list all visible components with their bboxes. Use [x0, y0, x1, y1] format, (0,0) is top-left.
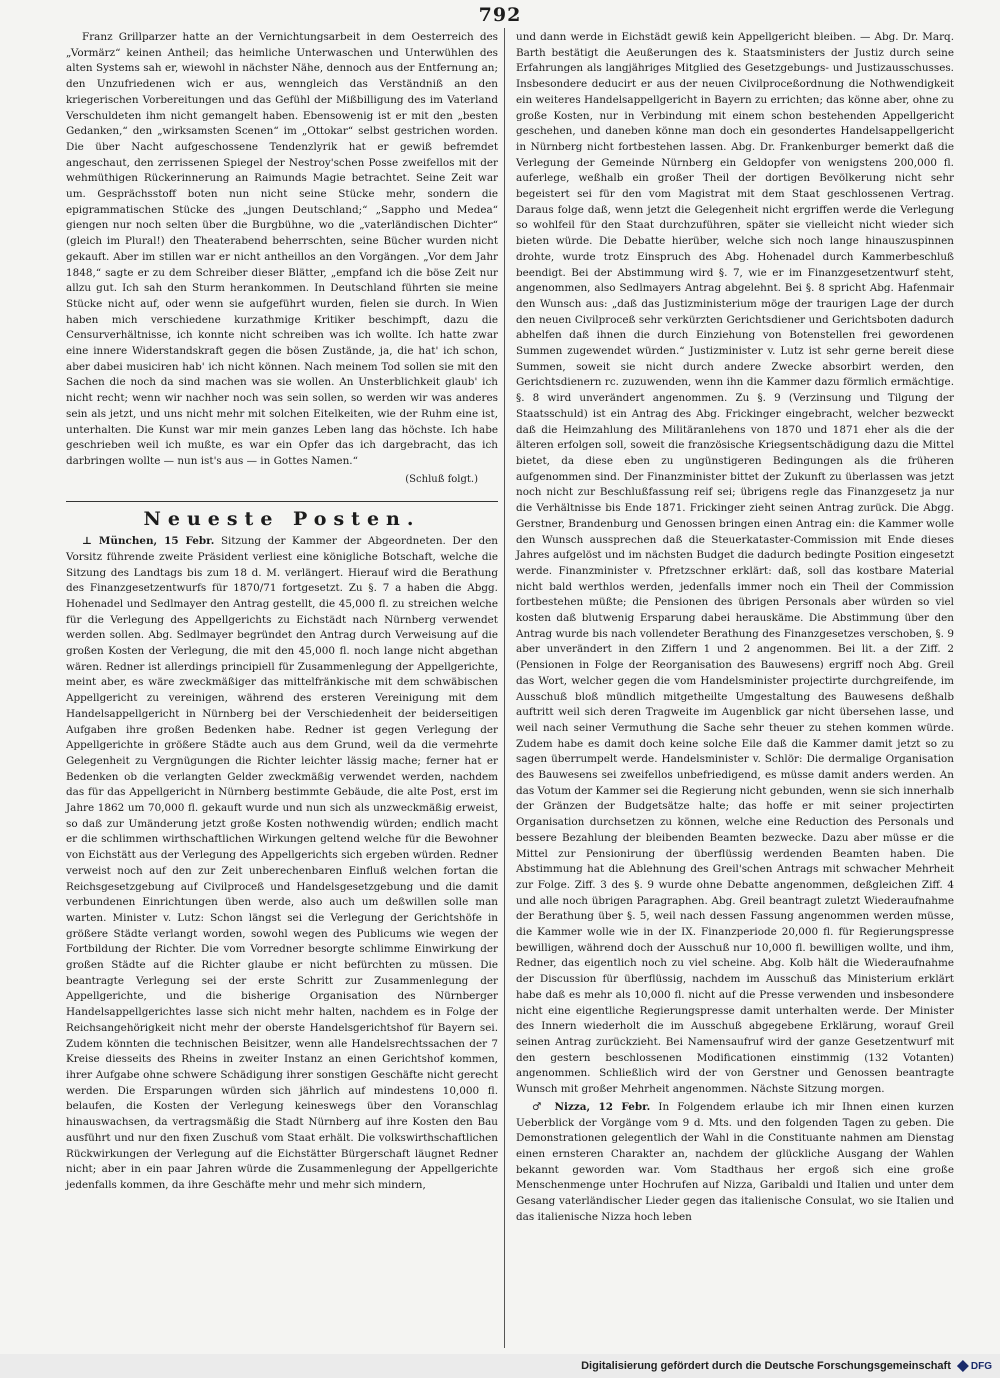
dateline: ⊥ München, 15 Febr. [82, 535, 215, 548]
page-number: 792 [478, 4, 522, 26]
continuation-note: (Schluß folgt.) [405, 473, 478, 485]
news-continuation: und dann werde in Eichstädt gewiß kein Appellgericht bleiben. — Abg. Dr. Marq. Barth bestätigt die Aeußerungen des k. Staatsministers der Justiz durch seine Erfahrungen als langjähriges Mitglied des Gesetzgebungs- und Justizausschusses. Insbesondere deducirt er aus der neuen Civilproceßordnung die Nothwendigkeit ein weiteres Handelsappellgericht in Bayern zu errichten; das könne aber, ohne zu große Kosten, nur in Verbindung mit einem schon bestehenden Appellgericht geschehen, und daneben könne man doch ein gesondertes Handelsappellgericht in Nürnberg nicht fortbestehen lassen. Abg. Dr. Frankenburger bemerkt daß die Verlegung der Gemeinde Nürnberg ein Geldopfer von wenigstens 200,000 fl. auferlege, weßhalb ein großer Theil der dortigen Bevölkerung nicht sehr begeistert sei für den vom Magistrat mit dem Staat geschlossenen Vertrag. Daraus folge daß, wenn jetzt die Gelegenheit nicht ergriffen werde die Verlegung so wohlfeil für den Staat durchzuführen, später sie vielleicht nicht wieder sich bieten würde. Die Debatte hierüber, welche sich noch lange hinauszuspinnen drohte, wurde trotz Einspruch des Abg. Hohenadel durch Kammerbeschluß beendigt. Bei der Abstimmung wird §. 7, wie er im Finanzgesetzentwurf steht, angenommen, also Sedlmayers Antrag abgelehnt. Bei §. 8 spricht Abg. Hafenmair den Wunsch aus: „daß das Justizministerium möge der traurigen Lage der durch den neuen Civilproceß sehr verkürzten Gerichtsdiener und Gerichtsboten dadurch abhelfen daß ihnen die durch Einziehung von Botenstellen frei gewordenen Summen zugewendet würden.“ Justizminister v. Lutz ist sehr gerne bereit diese Summen, soweit sie nicht durch andere Zwecke absorbirt werden, den Gerichtsdienern rc. zuzuwenden, wenn ihn die Kammer dazu förmlich ermächtige. §. 8 wird unverändert angenommen. Zu §. 9 (Verzinsung und Tilgung der Staatsschuld) ist ein Antrag des Abg. Frickinger eingebracht, welcher bezweckt daß die Heimzahlung des Militäranlehens von 1870 und 1871 eher als die der älteren erfolgen soll, soweit die französische Kriegsentschädigung dazu die Mittel bietet, da diese eben zu ungünstigeren Bedingungen als die früheren aufgenommen sind. Der Finanzminister bittet der Zukunft zu überlassen was jetzt noch nicht zur Beschlußfassung reif sei; übrigens regle das Finanzgesetz ja nur die Verhältnisse bis Ende 1871. Frickinger zieht seinen Antrag zurück. Die Abgg. Gerstner, Brandenburg und Genossen bringen einen Antrag ein: die Kammer wolle den Wunsch aussprechen daß die Steuerkataster-Commission mit Ende dieses Jahres aufgelöst und im nächsten Budget die dadurch bedingte Position eingesetzt werde. Finanzminister v. Pfretzschner erklärt: daß, soll das kostbare Material nicht bald werthlos werden, jedenfalls immer noch ein Theil der Commission fortbestehen müßte; die Pensionen des übrigen Personals aber würden so viel kosten daß blutwenig Ersparung dabei herauskäme. Die Abstimmung über den Antrag wurde bis nach vollendeter Berathung des Finanzgesetzes verschoben, §. 9 aber unverändert in den Ziffern 1 und 2 angenommen. Bei lit. a der Ziff. 2 (Pensionen in Folge der Reorganisation des Bauwesens) ergriff noch Abg. Greil das Wort, welcher gegen die vom Handelsminister projectirte durchgreifende, im Ausschuß bloß mündlich mitgetheilte Umgestaltung des Bauwesens deßhalb auftritt weil sich deren Tragweite im Augenblick gar nicht übersehen lasse, und weil nach seiner Vermuthung die Sache sehr theuer zu stehen kommen würde. Zudem habe es damit doch keine solche Eile daß die Kammer damit jetzt so zu sagen überrumpelt werde. Handelsminister v. Schlör: Die dermalige Organisation des Bauwesens sei zweifellos unbefriedigend, es müsse damit anders werden. An das Votum der Kammer sei die Regierung nicht gebunden, wenn sie sich innerhalb der Gränzen der Budgetsätze halte; das hoffe er mit seiner projectirten Organisation durchsetzen zu können, welche eine Reduction des Personals und bessere Bezahlung der bleibenden Beamten bezwecke. Dazu aber müsse er die Mittel zur Pensionirung der überflüssig werdenden Beamten haben. Die Abstimmung hat die Ablehnung des Greil'schen Antrags mit schwacher Mehrheit zur Folge. Ziff. 3 des §. 9 wurde ohne Debatte angenommen, deßgleichen Ziff. 4 und alle noch übrigen Paragraphen. Abg. Greil beantragt zuletzt Wiederaufnahme der Berathung über §. 5, weil nach dessen Fassung angenommen werden müsse, die Kammer wolle wie in der IX. Finanzperiode 20,000 fl. für Regierungspresse bewilligen, während doch der Ausschuß nur 10,000 fl. bewilligen wollte, und ihm, Redner, das eigentlich noch zu viel scheine. Abg. Kolb hält die Wiederaufnahme der Discussion für überflüssig, nachdem im Ausschuß das Ministerium erklärt habe daß es mehr als 10,000 fl. nicht auf die Presse verwenden und insbesondere nicht eine eigentliche Regierungspresse damit unterhalten werde. Der Minister des Innern wiederholt die im Ausschuß abgegebene Erklärung, worauf Greil seinen Antrag zurückzieht. Bei Namensaufruf wird der ganze Gesetzentwurf mit den gestern beschlossenen Modificationen einstimmig (132 Votanten) angenommen. Schließlich wird der von Gerstner und Genossen beantragte Wunsch mit großer Mehrheit angenommen. Nächste Sitzung morgen. [516, 31, 954, 1096]
section-title: Neueste Posten. [143, 508, 421, 531]
news-paragraph-nizza [516, 1100, 954, 1226]
news-paragraph [66, 534, 498, 1194]
dfg-logo [957, 1360, 992, 1372]
dfg-diamond-icon [957, 1360, 969, 1372]
footer-credit: Digitalisierung gefördert durch die Deutsche Forschungsgemeinschaft [581, 1360, 951, 1372]
right-column [516, 30, 954, 1225]
footer [581, 1358, 992, 1374]
feuilleton-paragraph: Franz Grillparzer hatte an der Vernichtungsarbeit in dem Oesterreich des „Vormärz“ keinen Antheil; das heimliche Unterwaschen und Unterwühlen des alten Systems sah er, wiewohl in nächster Nähe, dennoch aus der Entfernung an; den Unzufriedenen wich er aus, wenngleich das Verständniß an den kriegerischen Vorbereitungen und das Gefühl der Mißbilligung des im Vaterland Verschuldeten ihm nicht gemangelt haben. Ebensowenig ist er mit den „besten Gedanken,“ den „wirksamsten Scenen“ im „Ottokar“ selbst gestrichen worden. Die über Nacht aufgeschossene Tendenzlyrik hat er gewiß befremdet angeschaut, den zerrissenen Spiegel der Nestroy'schen Posse zweifellos mit der wehmüthigen Rückerinnerung an Raimunds Magie betrachtet. Seine Zeit war um. Gesprächsstoff boten nun nicht seine Stücke mehr, sondern die epigrammatischen Stücke des „jungen Deutschland;“ „Sappho und Medea“ giengen nur noch selten über die Burgbühne, wo die „vaterländischen Dichter“ (gleich im Plural!) den Theaterabend beherrschten, seine Bücher wurden nicht gekauft. Aber im stillen war er nicht antheillos an den Vorgängen. „Vor dem Jahr 1848,“ sagte er zu dem Schreiber dieser Blätter, „empfand ich die böse Zeit nur allzu gut. Ich sah den Sturm herankommen. In Deutschland führten sie meine Stücke nicht auf, oder wenn sie aufgeführt wurden, fielen sie durch. In Wien haben mich verschiedene kurzathmige Kritiker beschimpft, dazu die Censurverhältnisse, ich konnte nicht schreiben was ich wollte. Ich hatte zwar eine innere Widerstandskraft gegen die bösen Zustände, ja, die hat' ich schon, aber dabei musiciren hab' ich nicht können. Nach meinem Tod sollen sie mit den Sachen die noch da sind machen was sie wollen. An Unsterblichkeit glaub' ich nicht recht; wenn wir nachher noch was sein sollen, so werden wir was anderes sein als jetzt, und uns nicht mehr mit solchen Eitelkeiten, wie der Ruhm eine ist, unterhalten. Die Kunst war mir mein ganzes Leben lang das höchste. Ich habe geschrieben weil ich mußte, es war ein Opfer das ich dargebracht, das ich darbringen wollte — nun ist's aus — in Gottes Namen.“ [66, 31, 498, 467]
nizza-text: In Folgendem erlaube ich mir Ihnen einen kurzen Ueberblick der Vorgänge vom 9 d. Mts. und den folgenden Tagen zu geben. Die Demonstrationen gelegentlich der Wahl in die Constituante nahmen am Dienstag einen ernsteren Charakter an, nachdem der glückliche Ausgang der Wahlen bekannt geworden war. Vom Stadthaus her ergoß sich eine große Menschenmenge unter Hochrufen auf Nizza, Garibaldi und Italien und unter dem Gesang vaterländischer Lieder gegen das italienische Consulat, wo sie Italien und das italienische Nizza hoch leben [516, 1100, 954, 1223]
section-divider [66, 501, 498, 502]
news-text: Sitzung der Kammer der Abgeordneten. Der den Vorsitz führende zweite Präsident verliest eine königliche Botschaft, welche die Sitzung des Landtags bis zum 18 d. M. verlängert. Hierauf wird die Berathung des Finanzgesetzentwurfs für 1870/71 fortgesetzt. Zu §. 7 a haben die Abgg. Hohenadel und Sedlmayer den Antrag gestellt, die 45,000 fl. zu streichen welche für die Verlegung des Appellgerichts zu Eichstädt nach Nürnberg verwendet werden sollen. Abg. Sedlmayer begründet den Antrag durch Verweisung auf die großen Kosten der Verlegung, die mit den 45,000 fl. noch lange nicht abgethan wären. Redner ist allerdings principiell für Zusammenlegung der Appellgerichte, meint aber, es wäre zweckmäßiger das mittelfränkische mit dem schwäbischen Appellgericht zu vereinigen, während des ersteren Vereinigung mit dem Handelsappellgericht in Nürnberg bei der Verschiedenheit der beiderseitigen Aufgaben ihre großen Bedenken habe. Redner ist gegen Verlegung der Appellgerichte in größere Städte auch aus dem Grund, weil da die vermehrte Gelegenheit zu Vergnügungen die Richter leichter lässig mache; ferner hat er Bedenken ob die verlangten Gelder zweckmäßig verwendet werden, nachdem das für das Appellgericht in Nürnberg bestimmte Gebäude, die alte Post, erst im Jahre 1862 um 70,000 fl. gekauft wurde und nun sich als unzweckmäßig erweist, so daß zur Umänderung jetzt große Kosten nothwendig würden; endlich macht er die schlimmen wirthschaftlichen Wirkungen geltend welche für die Bewohner von Eichstätt aus der Verlegung des Appellgerichts sich ergeben würden. Redner verweist noch auf den zur Zeit unberechenbaren Einfluß welchen fortan die Reichsgesetzgebung auf Civilproceß und Handelsgesetzgebung und die damit verbundenen Einrichtungen üben werde, also auch um deßwillen solle man warten. Minister v. Lutz: Schon längst sei die Verlegung der Gerichtshöfe in größere Städte verlangt worden, sowohl wegen des Publicums wie wegen der Fortbildung der Richter. Die vom Vorredner besorgte schlimme Einwirkung der großen Städte auf die Richter glaube er nicht befürchten zu müssen. Die beantragte Verlegung sei der erste Schritt zur Zusammenlegung der Appellgerichte, und die bisherige Organisation des Nürnberger Handelsappellgerichtes lasse sich nicht mehr halten, nachdem es in Folge der Reichsangehörigkeit nicht mehr der oberste Handelsgerichtshof für Bayern sei. Zudem könnten die technischen Beisitzer, wenn alle Handelsrechtssachen der 7 Kreise diesseits des Rheins in zweiter Instanz an einen Gerichtshof kommen, ihrer Aufgabe ohne schwere Schädigung ihrer sonstigen Geschäfte nicht gerecht werden. Die Ersparungen würden sich jährlich auf mindestens 10,000 fl. belaufen, die Kosten der Verlegung keineswegs über den Voranschlag hinauswachsen, da vertragsmäßig die Stadt Nürnberg auf ihre Kosten den Bau ausführt und nur den fixen Zuschuß vom Staat erhält. Die volkswirthschaftlichen Rückwirkungen der Verlegung auf die Eichstätter Bürgerschaft läugnet Redner nicht; aber in ein paar Jahren würde die Zusammenlegung der Appellgerichte jedenfalls kommen, da ihre Geschäfte mehr und mehr sich mindern, [66, 535, 498, 1191]
dfg-logo-text: DFG [970, 1360, 992, 1372]
dateline-nizza: ♂ Nizza, 12 Febr. [532, 1100, 651, 1113]
left-column [66, 30, 498, 1194]
column-divider [504, 28, 505, 1348]
